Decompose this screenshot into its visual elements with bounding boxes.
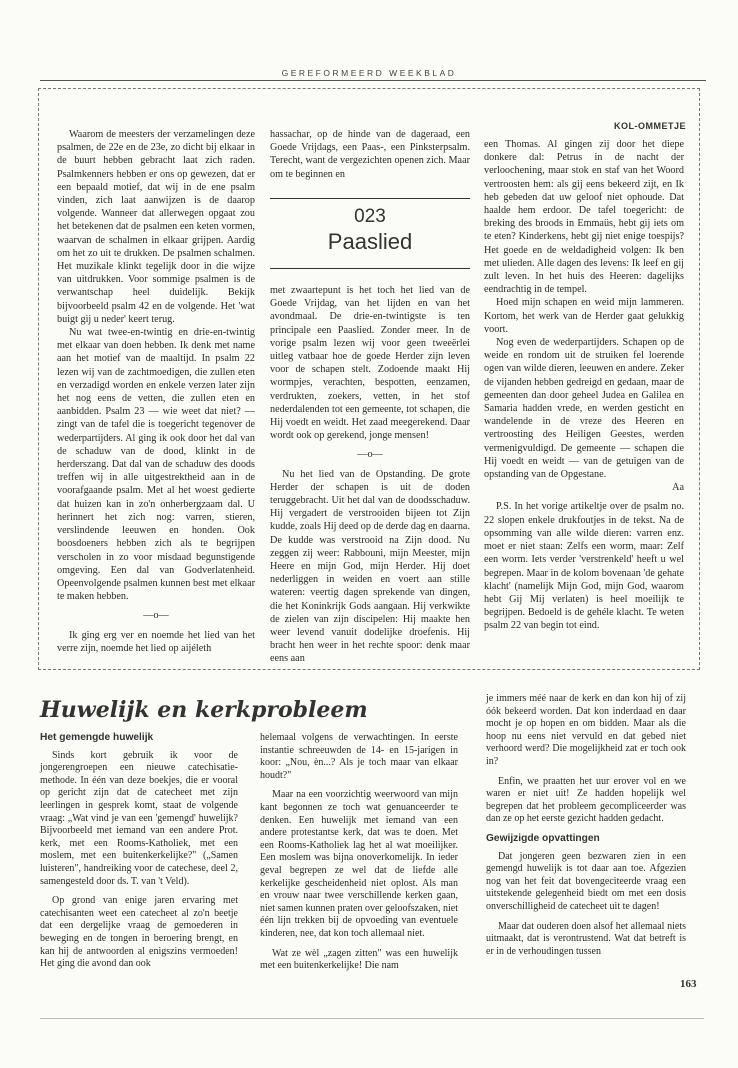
postscript: P.S. In het vorige artikeltje over de psalm no. 22 slopen enkele drukfoutjes in de tekst. Na de opsomming van alle wilde dieren: varren enz. moet er niet staan: Zelfs een worm, maar: Zelf een worm. Iets verder 'verstrenkeld' heeft u wel begrepen. Maar in de kolom bovenaan 'de gehate klacht' (namelijk Mijn God, mijn God, waarom hebt Gij Mij verlaten) is heel moeilijk te begrijpen. Bedoeld is de gehéle klacht. Te weten psalm 22 van begin tot eind. [484, 501, 684, 632]
article1-column-2 [270, 284, 470, 666]
column-label: KOL-OMMETJE [614, 121, 686, 131]
paragraph: met zwaartepunt is het toch het lied van de Goede Vrijdag, van het lijden en van het avondmaal. De drie-en-twintigste is ten principale een Paaslied. Zonder meer. In de vorige psalm lezen wij voor geen tweeërlei uitleg vatbaar hoe de goede Herder zijn leven voor de schapen stelt. Zodoende maakt Hij wormpjes, verachten, bespotten, eenzamen, verdrukten, zoekers, vetten, in het stof nederdalenden tot een gemeente, tot schapen, die Hij voedt en weidt. Het zaad meegerekend. Daar wordt ook op gerekend, jonge mensen! [270, 285, 470, 442]
running-header: GEREFORMEERD WEEKBLAD [281, 68, 457, 78]
paragraph: Wat ze wèl „zagen zitten" was een huwelijk met een buitenkerkelijke! Die nam [260, 947, 458, 972]
paragraph: Waarom de meesters der verzamelingen deze psalmen, de 22e en de 23e, zo dicht bij elkaar in de buurt hebben gebracht laat zich raden. Psalmkenners hebben er ons op gewezen, dat er een bepaald motief, dat wij in de ene psalm vinden, zich laat aanwijzen is de daarop volgende. Wanneer dat allerwegen opgaat zou het betekenen dat de psalmen een keten vormen, waarvan de schalmen in elkaar grijpen. Aardig om het zo uit te drukken. De psalmen schalmen. Het muzikale klinkt tegelijk door in die wijze van uitdrukken. Voor sommige psalmen is de verwantschap heel duidelijk. Bekijk bijvoorbeeld psalm 42 en de volgende. Het 'wat buigt gij u neder' keert terug. [57, 129, 255, 325]
subheading: Gewijzigde opvattingen [486, 832, 600, 844]
paragraph: helemaal volgens de verwachtingen. In eerste instantie schreeuwden de 14- en 15-jarigen in koor: „Nou, èn...? Als je toch maar van elkaar houdt?" [260, 732, 458, 781]
paragraph: een Thomas. Al gingen zij door het diepe donkere dal: Petrus in de nacht der verloochening, maar stok en staf van het Woord vertroosten hem: als gij eens bekeerd zijt, en Ik heb gebeden dat uw geloof niet ophoude. Dat haalde hem erdoor. De tafel toegericht: de breking des broods in Emmaüs, hebt gij iets om te eten? Kinderkens, hebt gij niet enige toespijs? Het goede en de weldadigheid volgen: Ik ben met ulieden. Alle dagen des levens: Ik leef en gij zult leven. In het huis des Heeren: dagelijks eendrachtig in de tempel. [484, 139, 684, 296]
paragraph: Op grond van enige jaren ervaring met catechisanten weet een catecheet al zo'n beetje dat een dergelijke vraag de gemoederen in beweging en de tongen in beroering brengt, en kan hij de antwoorden al enigszins vermoeden! Het ging die avond dan ook [40, 895, 238, 970]
subheading: Het gemengde huwelijk [40, 732, 154, 743]
section-separator: —o— [357, 449, 383, 461]
article1-column-1 [57, 128, 255, 655]
article-title: Huwelijk en kerkprobleem [40, 697, 368, 723]
paragraph: je immers méé naar de kerk en dan kon hij of zij óók bekeerd worden. Dat kon inderdaad en daar mocht je op hopen en om bidden. Maar als die hoop nu eens niet vervuld en dat gebed niet verhoord werd? Die mogelijkheid zat er toch ook in? [486, 693, 686, 767]
footer-rule [40, 1018, 704, 1019]
article2-column-2 [260, 732, 458, 980]
paragraph: Nu het lied van de Opstanding. De grote Herder der schapen is uit de doden teruggebracht. Uit het dal van de doodsschaduw. Hij vergadert de verstrooiden bijeen tot Zijn kudde, zoals Hij deed op de derde dag en daarna. De kudde was verstrooid na Zijn dood. Nu zeggen zij weer: Rabbouni, mijn Meester, mijn Heere en mijn God, mijn Herder. Hij doet nederliggen in weiden en voert aan stille wateren: veertig dagen sprekende van dingen, die het Koninkrijk Gods aangaan. Hij verkwikte de zielen van zijn discipelen: Hij maakte hen weer levend vanuit dodelijke droefenis. Hij bracht hen weer in het rechte spoor: denk maar eens aan [270, 468, 470, 665]
article2-column-3 [486, 693, 686, 965]
article1-column-3 [484, 138, 684, 633]
article2-column-1 [40, 732, 238, 978]
paragraph: Enfin, we praatten het uur erover vol en we waren er niet uit! Ze hadden hopelijk wel begrepen dat het probleem gecompliceerder was dan ze op het eerste gezicht hadden gedacht. [486, 775, 686, 825]
header-rule [40, 80, 706, 81]
paragraph: Maar dat ouderen doen alsof het allemaal niets uitmaakt, dat is verontrustend. Wat dat betreft is er in de verhoudingen tussen [486, 920, 686, 957]
paragraph: Nu wat twee-en-twintig en drie-en-twintig met elkaar van doen hebben. Ik denk met name aan het motief van de maaltijd. In psalm 22 lezen wij van de zachtmoedigen, die zullen eten en verzadigd worden en enkele verzen later zijn het nog eens de vetten, die zullen eten en aanbidden. Psalm 23 — wie weet dat niet? — zingt van de tafel die is toegericht tegenover de wederpartijders. Al ging ik ook door het dal van de schaduw van de dood, klinkt in de herderszang. Dat dal van de schaduw des doods treffen wij in alle uitgestrektheid aan in de voorafgaande psalm. Met al het woest gedierte dat huizen kan in zo'n onherbergzaam dal. U herinnert het zich nog: varren, stieren, verslindende leeuwen en honden. Ook boosdoeners hebben zich als te begrijpen verscholen in zo voor misdaad begunstigende omgeving. Een dal van Godverlatenheid. Opeenvolgende psalmen kunnen best met elkaar te maken hebben. [57, 327, 255, 603]
paragraph: Nog even de wederpartijders. Schapen op de weide en rondom uit de struiken fel loerende ogen van wilde dieren, leeuwen en andere. Zeker de vijanden hebben gedreigd en gedaan, maar de gemeenten dan door geheel Judea en Galilea en Samaria hadden vrede, en werden gesticht en wandelende in de vreze des Heeren en vertroosting des Heiligen Geestes, werden vermenigvuldigd. De gemeente — schapen die Hij voedt en weidt — van de getuigen van de opstanding van de Opgestane. [484, 337, 684, 481]
hymn-title-block [270, 196, 470, 275]
hymn-number: 023 [354, 206, 386, 227]
page-number: 163 [680, 978, 697, 990]
paragraph: hassachar, op de hinde van de dageraad, een Goede Vrijdags, een Paas-, een Pinksterpsalm. Terecht, want de vergezichten openen zich. Maar om te beginnen en [270, 129, 470, 180]
paragraph: Maar na een voorzichtig weerwoord van mijn kant begonnen ze toch wat genuanceerder te denken. Een huwelijk met iemand van een andere protestantse kerk, dat was te doen. Met een Rooms-Katholiek lag het al wat moeilijker. Een moslem was bijna onoverkomelijk. In ieder geval begrepen ze wel dat de liefde alle kerkelijke gescheidenheid niet oplost. Als man en vrouw naar twee verschillende kerken gaan, niet samen kunnen praten over geloofszaken, niet één lijn trekken bij de opvoeding van eventuele kinderen, nee, dat kon toch allemaal niet. [260, 789, 458, 939]
paragraph: Hoed mijn schapen en weid mijn lammeren. Kortom, het werk van de Herder gaat gelukkig voort. [484, 297, 684, 335]
paragraph: Dat jongeren geen bezwaren zien in een gemengd huwelijk is tot daar aan toe. Afgezien nog van het feit dat bovengeciteerde vraag een uitstekende gelegenheid biedt om met een dosis onverschilligheid de catecheet uit te dagen! [486, 850, 686, 912]
paragraph: Ik ging erg ver en noemde het lied van het verre zijn, noemde het lied op aijéleth [57, 629, 255, 654]
hymn-title: Paaslied [327, 229, 413, 254]
section-separator: —o— [143, 610, 169, 622]
article1-column-2-top [270, 128, 470, 181]
paragraph: Sinds kort gebruik ik voor de jongerengroepen een nieuwe catechisatie-methode. In één van deze boekjes, die er vooral op gericht zijn dat de catecheet met zijn leerlingen in gesprek komt, staat de volgende vraag: „Wat vind je van een 'gemengd' huwelijk? Bijvoorbeeld met iemand van een andere Prot. kerk, met een Rooms-Katholiek, met een moslem, met een buitenkerkelijke?" („Samen luisteren", handreiking voor de catechese, deel 2, samengesteld door ds. T. van 't Veld). [40, 749, 238, 887]
author-signature: Aa [672, 482, 684, 494]
